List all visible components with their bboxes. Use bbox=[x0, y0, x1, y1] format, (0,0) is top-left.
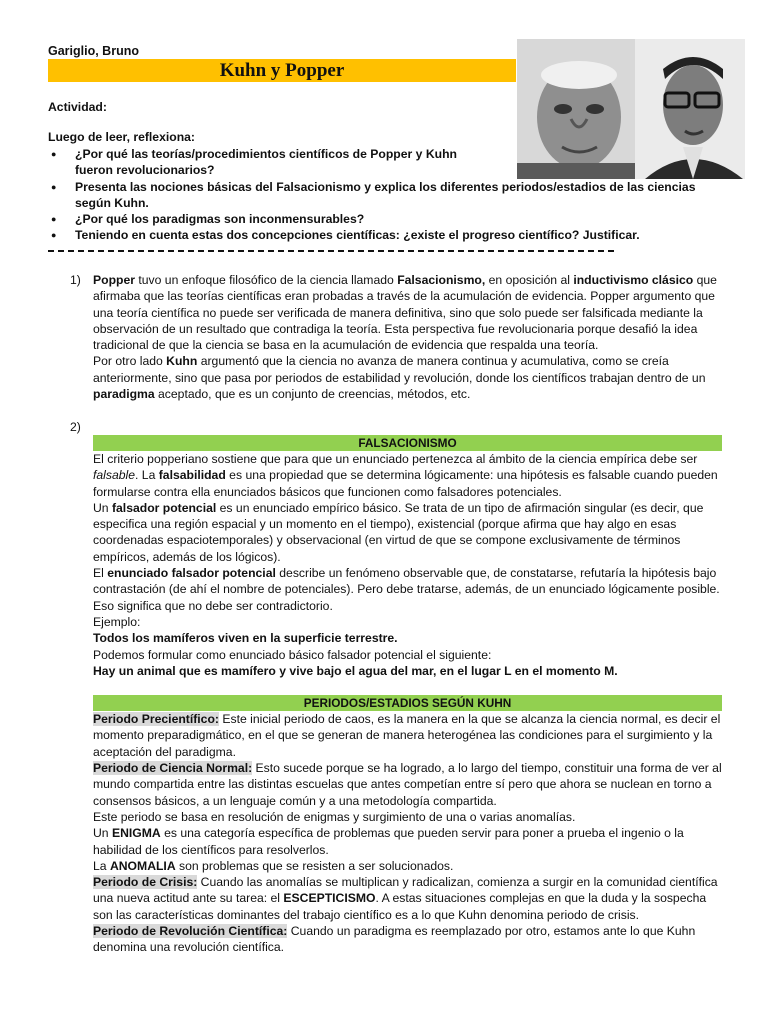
paragraph: Todos los mamíferos viven en la superficie terrestre. bbox=[93, 631, 398, 646]
paragraph: La ANOMALIA son problemas que se resisten a ser solucionados. bbox=[93, 858, 454, 873]
list-item: ● Presenta las nociones básicas del Falsacionismo y explica los diferentes periodos/estadios de las ciencias según Kuhn. bbox=[48, 179, 698, 212]
list-item: ● ¿Por qué los paradigmas son inconmensurables? bbox=[48, 211, 698, 227]
section-number: 2) bbox=[70, 420, 81, 434]
paragraph: Podemos formular como enunciado básico falsador potencial el siguiente: bbox=[93, 647, 492, 662]
paragraph-popper: Popper tuvo un enfoque filosófico de la ciencia llamado Falsacionismo, en oposición al inductivismo clásico que afirmaba que las teorías científicas eran probadas a través de la acumulación de evidencia. Popper argumento que una teoría científica no puede ser verificada de manera definitiva, sino que solo puede ser falsificada mediante la observación de un resultado que contradiga la teoría. Esta perspectiva fue revolucionaria porque desafió la idea tradicional de que la ciencia se basa en la acumulación de evidencia que respalda una teoría. bbox=[93, 273, 717, 353]
paragraph: Este periodo se basa en resolución de enigmas y surgimiento de una o varias anomalías. bbox=[93, 809, 576, 824]
paragraph: Un falsador potencial es un enunciado empírico básico. Se trata de un tipo de afirmación singular (es decir, que especifica una región espacial y un momento en el tiempo), existencial (porque afirma que hay algo en esas coordenadas espaciotemporales) y observacional (en virtud de que se compone exclusivamente de términos empíricos, además de los lógicos). bbox=[93, 500, 704, 564]
section-2 bbox=[70, 419, 722, 956]
paragraph: El enunciado falsador potencial describe un fenómeno observable que, de constatarse, refutaría la hipótesis bajo contrastación (de ahí el nombre de potenciales). Pero debe tratarse, además, de un enunciado lógicamente posible. Eso significa que no debe ser contradictorio. bbox=[93, 566, 720, 613]
kuhn-periods-heading: PERIODOS/ESTADIOS SEGÚN KUHN bbox=[93, 695, 722, 711]
paragraph: Periodo de Crisis: Cuando las anomalías se multiplican y radicalizan, comienza a surgir en la comunidad científica una nueva actitud ante su tarea: el ESCEPTICISMO. A estas situaciones complejas en que la duda y la sospecha son las características dominantes del trabajo científico es a lo que Kuhn denomina periodo de crisis. bbox=[93, 875, 718, 922]
paragraph: Periodo Precientífico: Este inicial periodo de caos, es la manera en la que se alcanza la ciencia normal, es decir el momento preparadigmático, en el que se generan de manera heterogénea las condiciones para el surgimiento y la aceptación del paradigma. bbox=[93, 712, 721, 759]
paragraph: Periodo de Ciencia Normal: Esto sucede porque se ha logrado, a lo largo del tiempo, constituir una forma de ver al mundo compartida entre las distintas escuelas que antes competían entre sí pero que ahora se nuclean en torno a consensos básicos, a un lenguaje común y a una metodología compartida. bbox=[93, 761, 722, 808]
paragraph: Un ENIGMA es una categoría específica de problemas que pueden servir para poner a prueba el ingenio o la habilidad de los científicos para resolverlos. bbox=[93, 826, 684, 857]
divider bbox=[48, 250, 614, 252]
author-name: Gariglio, Bruno bbox=[48, 44, 139, 58]
list-item: ● Teniendo en cuenta estas dos concepciones científicas: ¿existe el progreso científico? Justificar. bbox=[48, 227, 698, 243]
paragraph-kuhn: Por otro lado Kuhn argumentó que la ciencia no avanza de manera continua y acumulativa, como se creía anteriormente, sino que pasa por periodos de estabilidad y revolución, donde los científicos trabajan dentro de un paradigma aceptado, que es un conjunto de creencias, métodos, etc. bbox=[93, 354, 706, 402]
paragraph: Periodo de Revolución Científica: Cuando un paradigma es reemplazado por otro, estamos ante lo que Kuhn denomina una revolución científica. bbox=[93, 924, 696, 955]
document-title: Kuhn y Popper bbox=[48, 59, 516, 82]
paragraph: El criterio popperiano sostiene que para que un enunciado pertenezca al ámbito de la ciencia empírica debe ser falsable. La falsabilidad es una propiedad que se determina lógicamente: una hipótesis es falsable cuando pueden formularse contra ella enunciados básicos que funcionen como falsadores potenciales. bbox=[93, 452, 718, 499]
paragraph: Hay un animal que es mamífero y vive bajo el agua del mar, en el lugar L en el momento M. bbox=[93, 663, 618, 678]
paragraph: Ejemplo: bbox=[93, 614, 141, 629]
questions-list bbox=[48, 146, 698, 244]
section-1 bbox=[70, 272, 722, 402]
intro-text: Luego de leer, reflexiona: bbox=[48, 130, 195, 144]
section-number: 1) bbox=[70, 273, 81, 287]
list-item: ● ¿Por qué las teorías/procedimientos científicos de Popper y Kuhn fueron revolucionarios? bbox=[48, 146, 698, 179]
falsacionismo-heading: FALSACIONISMO bbox=[93, 435, 722, 451]
activity-label: Actividad: bbox=[48, 100, 107, 114]
